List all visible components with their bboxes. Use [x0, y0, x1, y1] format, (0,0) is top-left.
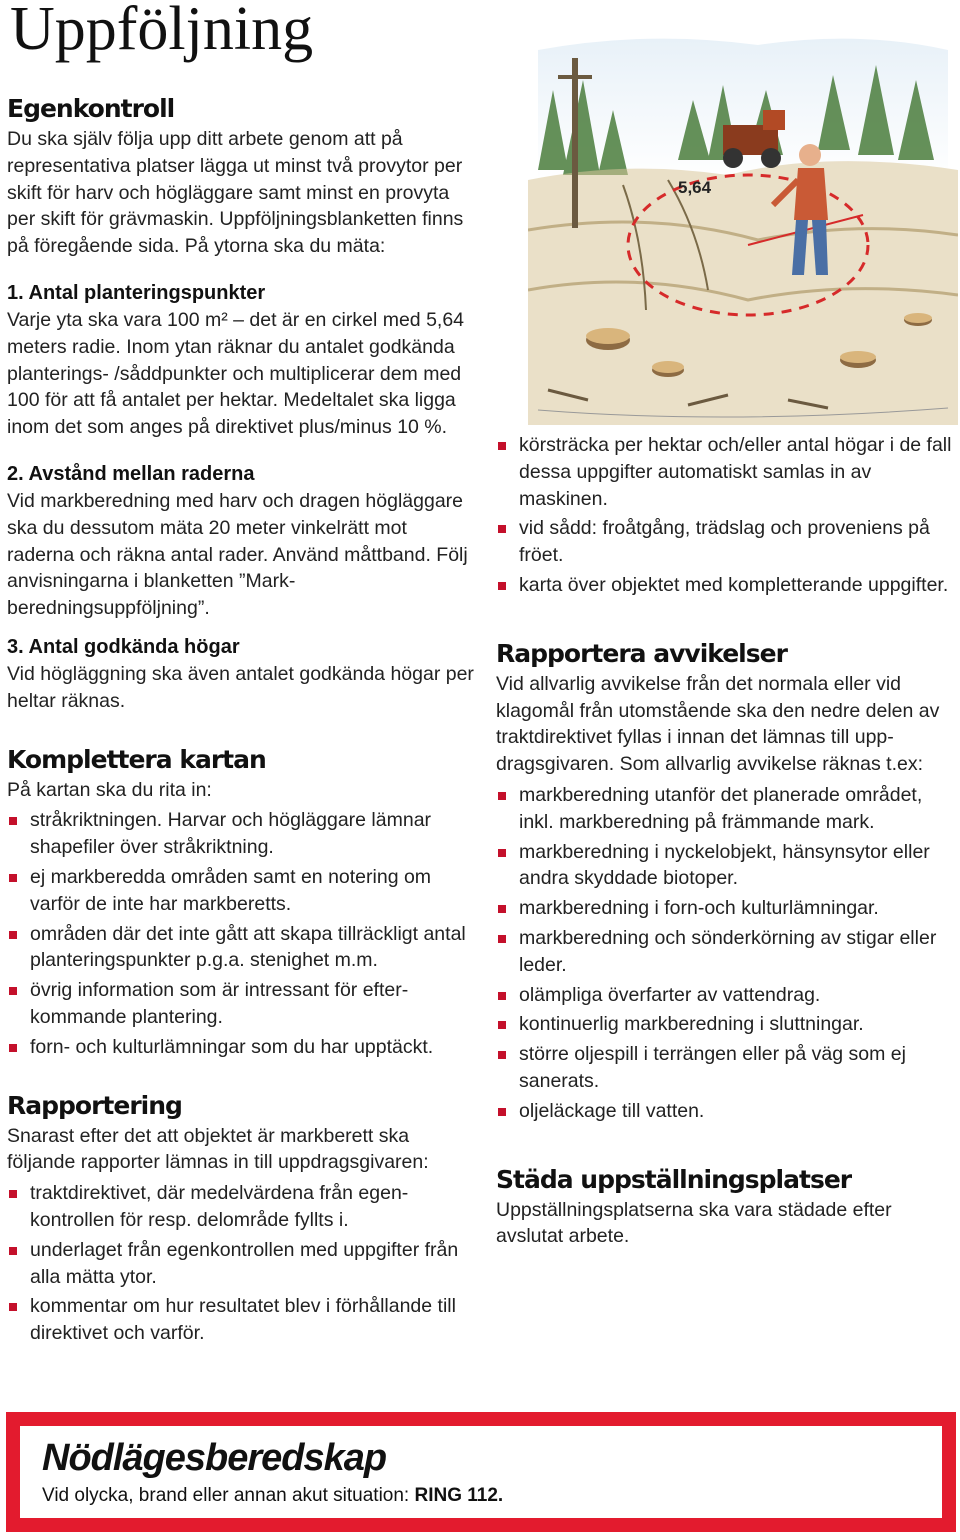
list-item: markberedning och sönderkörning av stigar eller leder. [496, 925, 958, 979]
egenkontroll-heading: Egenkontroll [7, 94, 175, 123]
bullet-icon [498, 992, 506, 1000]
bullet-icon [498, 849, 506, 857]
list-item: oljeläckage till vatten. [496, 1098, 958, 1125]
bullet-icon [498, 1021, 506, 1029]
bullet-icon [9, 817, 17, 825]
list-item: markberedning utanför det planerade området, inkl. markberedning på främmande mark. [496, 782, 958, 836]
list-item: traktdirektivet, där medelvärdena från egenkontrollen för resp. delområde fyllts i. [7, 1180, 477, 1234]
item2-title: 2. Avstånd mellan raderna [7, 462, 255, 485]
item1-title: 1. Antal planteringspunkter [7, 281, 266, 304]
item3-title: 3. Antal godkända högar [7, 635, 240, 658]
bullet-icon [9, 987, 17, 995]
item1-text: Varje yta ska vara 100 m² – det är en cirkel med 5,64 meters radie. Inom ytan räknar du antalet godkända planterings- /såddpunkter och multiplicerar dem med 100 för att få antalet per hektar. Medeltalet ska ligga inom det som anges på direktivet plus/minus 10 %. [7, 308, 465, 439]
emergency-number: RING 112. [414, 1485, 504, 1506]
bullet-icon [498, 582, 506, 590]
list-item: ej markberedda områden samt en notering om varför de inte har markberetts. [7, 864, 477, 918]
bullet-icon [9, 874, 17, 882]
list-item: övrig information som är intressant för efterkommande plantering. [7, 977, 477, 1031]
rapportering-list [7, 1180, 477, 1347]
egenkontroll-intro: Du ska själv följa upp ditt arbete genom att på representativa platser lägga ut minst två provytor per skift för harv och högläggare samt minst en provyta per skift för grävmaskin. Uppföljningsblanketten finns på föregående sida. På ytorna ska du mäta: [7, 128, 464, 258]
rapportering-heading: Rapportering [7, 1090, 182, 1120]
list-item: markberedning i nyckelobjekt, hänsynsytor eller andra skyddade biotoper. [496, 839, 958, 893]
stada-heading: Städa uppställningsplatser [496, 1164, 852, 1194]
bullet-icon [9, 931, 17, 939]
bullet-icon [498, 905, 506, 913]
list-item: karta över objektet med kompletterande uppgifter. [496, 572, 958, 599]
bullet-icon [498, 935, 506, 943]
list-item: körsträcka per hektar och/eller antal högar i de fall dessa uppgifter automatiskt samlas in av maskinen. [496, 432, 958, 512]
bullet-icon [498, 525, 506, 533]
komplettera-list [7, 807, 477, 1060]
komplettera-intro: På kartan ska du rita in: [7, 778, 212, 801]
avvikelser-intro: Vid allvarlig avvikelse från det normala eller vid klagomål från utomstående ska den nedre delen av traktdirektivet fyllas i innan det lämnas till uppdragsgivaren. Som allvarlig avvikelse räknas t.ex: [496, 672, 940, 776]
emergency-title: Nödlägesberedskap [42, 1437, 387, 1479]
list-item: forn- och kulturlämningar som du har upptäckt. [7, 1034, 477, 1061]
bullet-icon [9, 1044, 17, 1052]
list-item: vid sådd: froåtgång, trädslag och proveniens på fröet. [496, 515, 958, 569]
list-item: markberedning i forn-och kulturlämningar. [496, 895, 958, 922]
radius-label: 5,64 [678, 178, 712, 197]
bullet-icon [9, 1303, 17, 1311]
list-item: underlaget från egenkontrollen med uppgifter från alla mätta ytor. [7, 1237, 477, 1291]
list-item: olämpliga överfarter av vattendrag. [496, 982, 958, 1009]
list-item: kommentar om hur resultatet blev i förhållande till direktivet och varför. [7, 1293, 477, 1347]
list-item: områden där det inte gått att skapa tillräckligt antal planteringspunkter p.g.a. stenighet m.m. [7, 921, 477, 975]
continued-list [496, 432, 958, 599]
item3-text: Vid högläggning ska även antalet godkända högar per heltar räknas. [7, 662, 474, 712]
page-title: Uppföljning [10, 0, 314, 63]
list-item: kontinuerlig markberedning i sluttningar. [496, 1011, 958, 1038]
bullet-icon [498, 792, 506, 800]
bullet-icon [9, 1190, 17, 1198]
emergency-box [6, 1412, 956, 1532]
list-item: större oljespill i terrängen eller på väg som ej sanerats. [496, 1041, 958, 1095]
left-column [7, 92, 477, 1350]
avvikelser-heading: Rapportera avvikelser [496, 638, 787, 668]
avvikelser-list [496, 782, 958, 1125]
right-column [496, 432, 958, 1250]
item2-text: Vid markberedning med harv och dragen högläggare ska du dessutom mäta 20 meter vinkelrätt mot raderna och räkna antal rader. Använd måttband. Följ anvisningarna i blanketten ”Markberedningsuppföljning”. [7, 489, 468, 620]
bullet-icon [498, 1051, 506, 1059]
bullet-icon [498, 442, 506, 450]
bullet-icon [9, 1247, 17, 1255]
komplettera-heading: Komplettera kartan [7, 744, 266, 774]
rapportering-intro: Snarast efter det att objektet är markberett ska följande rapporter lämnas in till uppdragsgivaren: [7, 1124, 429, 1174]
emergency-text: Vid olycka, brand eller annan akut situation: RING 112. [42, 1485, 504, 1506]
bullet-icon [498, 1108, 506, 1116]
list-item: stråkriktningen. Harvar och högläggare lämnar shapefiler över stråkriktning. [7, 807, 477, 861]
forest-illustration [528, 30, 958, 425]
stada-text: Uppställningsplatserna ska vara städade efter avslutat arbete. [496, 1198, 892, 1248]
